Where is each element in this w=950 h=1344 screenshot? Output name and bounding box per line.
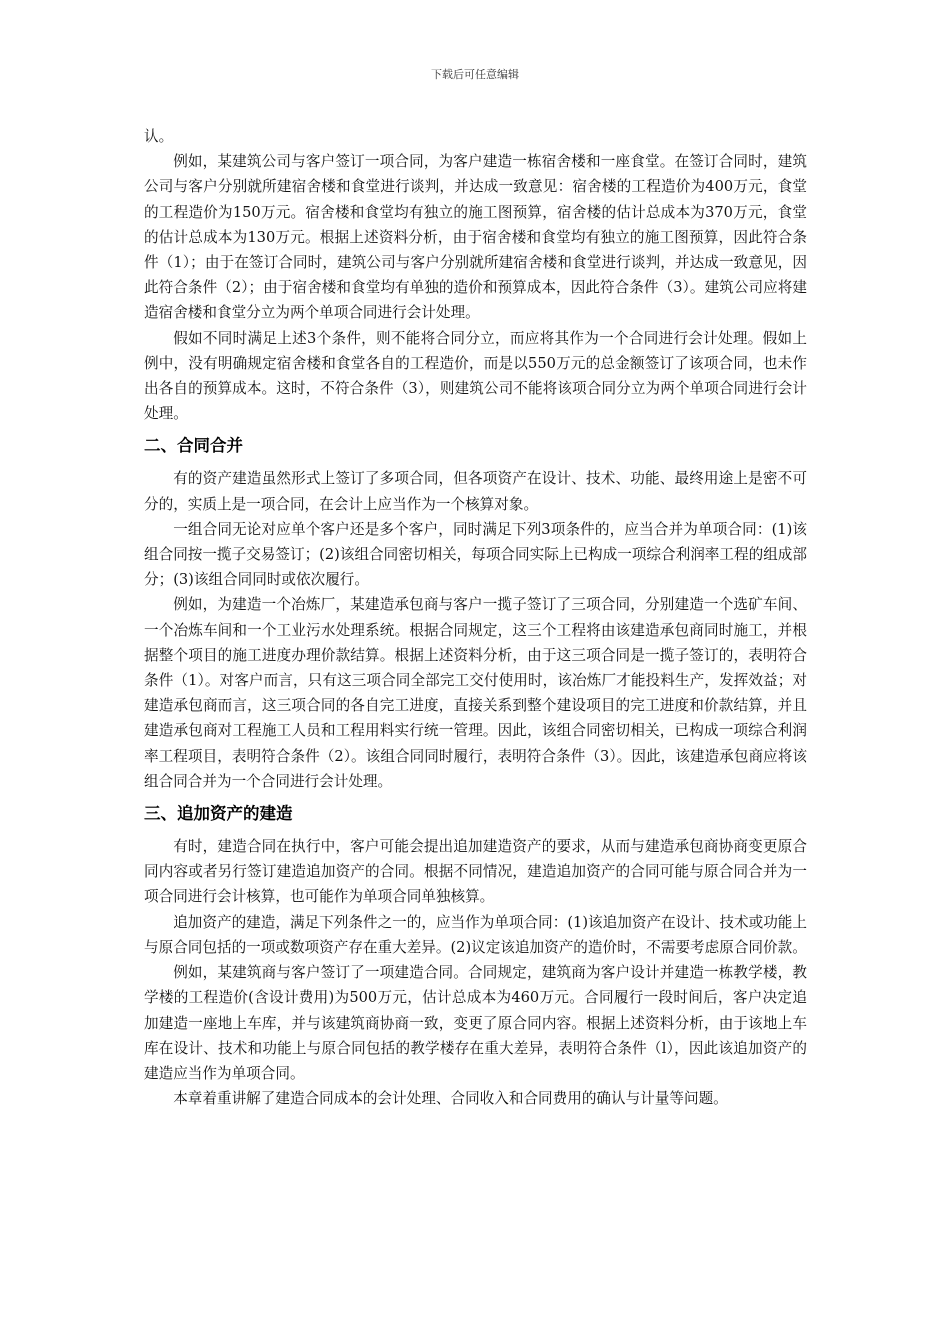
section-heading-additional-assets: 三、追加资产的建造	[144, 804, 293, 824]
paragraph: 例如，某建筑商与客户签订了一项建造合同。合同规定，建筑商为客户设计并建造一栋教学楼，教学楼的工程造价(含设计费用)为500万元，估计总成本为460万元。合同履行一段时间后，客户决定追加建造一座地上车库，并与该建筑商协商一致，变更了原合同内容。根据上述资料分析，由于该地上车库在设计、技术和功能上与原合同包括的教学楼存在重大差异，表明符合条件（l），因此该追加资产的建造应当作为单项合同。	[144, 964, 807, 1082]
continuation-text: 认。	[144, 128, 174, 145]
paragraph: 假如不同时满足上述3个条件，则不能将合同分立，而应将其作为一个合同进行会计处理。假如上例中，没有明确规定宿舍楼和食堂各自的工程造价，而是以550万元的总金额签订了该项合同，也未作出各自的预算成本。这时，不符合条件（3），则建筑公司不能将该项合同分立为两个单项合同进行会计处理。	[144, 329, 807, 423]
paragraph: 追加资产的建造，满足下列条件之一的，应当作为单项合同：(1)该追加资产在设计、技术或功能上与原合同包括的一项或数项资产存在重大差异。(2)议定该追加资产的造价时，不需要考虑原合同价款。	[144, 913, 807, 956]
page-header: 下载后可任意编辑	[431, 68, 519, 81]
paragraph: 一组合同无论对应单个客户还是多个客户，同时满足下列3项条件的，应当合并为单项合同：(1)该组合同按一揽子交易签订；(2)该组合同密切相关，每项合同实际上已构成一项综合利润率工程的组成部分；(3)该组合同同时或依次履行。	[144, 520, 807, 589]
paragraph: 有时，建造合同在执行中，客户可能会提出追加建造资产的要求，从而与建造承包商协商变更原合同内容或者另行签订建造追加资产的合同。根据不同情况，建造追加资产的合同可能与原合同合并为一项合同进行会计核算，也可能作为单项合同单独核算。	[144, 838, 807, 906]
paragraph: 本章着重讲解了建造合同成本的会计处理、合同收入和合同费用的确认与计量等问题。	[173, 1090, 728, 1108]
paragraph: 有的资产建造虽然形式上签订了多项合同，但各项资产在设计、技术、功能、最终用途上是密不可分的，实质上是一项合同，在会计上应当作为一个核算对象。	[144, 470, 807, 513]
paragraph: 例如，为建造一个冶炼厂，某建造承包商与客户一揽子签订了三项合同，分别建造一个选矿车间、一个冶炼车间和一个工业污水处理系统。根据合同规定，这三个工程将由该建造承包商同时施工，并根据整个项目的施工进度办理价款结算。根据上述资料分析，由于这三项合同是一揽子签订的，表明符合条件（1）。对客户而言，只有这三项合同全部完工交付使用时，该冶炼厂才能投料生产，发挥效益；对建造承包商而言，这三项合同的各自完工进度，直接关系到整个建设项目的完工进度和价款结算，并且建造承包商对工程施工人员和工程用料实行统一管理。因此，该组合同密切相关，已构成一项综合利润率工程项目，表明符合条件（2）。该组合同同时履行，表明符合条件（3）。因此，该建造承包商应将该组合同合并为一个合同进行会计处理。	[144, 596, 807, 790]
section-heading-contract-merge: 二、合同合并	[144, 436, 243, 456]
document-body	[144, 124, 807, 1111]
paragraph: 例如，某建筑公司与客户签订一项合同，为客户建造一栋宿舍楼和一座食堂。在签订合同时，建筑公司与客户分别就所建宿舍楼和食堂进行谈判，并达成一致意见：宿舍楼的工程造价为400万元，食堂的工程造价为150万元。宿舍楼和食堂均有独立的施工图预算，宿舍楼的估计总成本为370万元，食堂的估计总成本为130万元。根据上述资料分析，由于宿舍楼和食堂均有独立的施工图预算，因此符合条件（1）；由于在签订合同时，建筑公司与客户分别就所建宿舍楼和食堂进行谈判，并达成一致意见，因此符合条件（2）；由于宿舍楼和食堂均有单独的造价和预算成本，因此符合条件（3）。建筑公司应将建造宿舍楼和食堂分立为两个单项合同进行会计处理。	[144, 153, 807, 322]
